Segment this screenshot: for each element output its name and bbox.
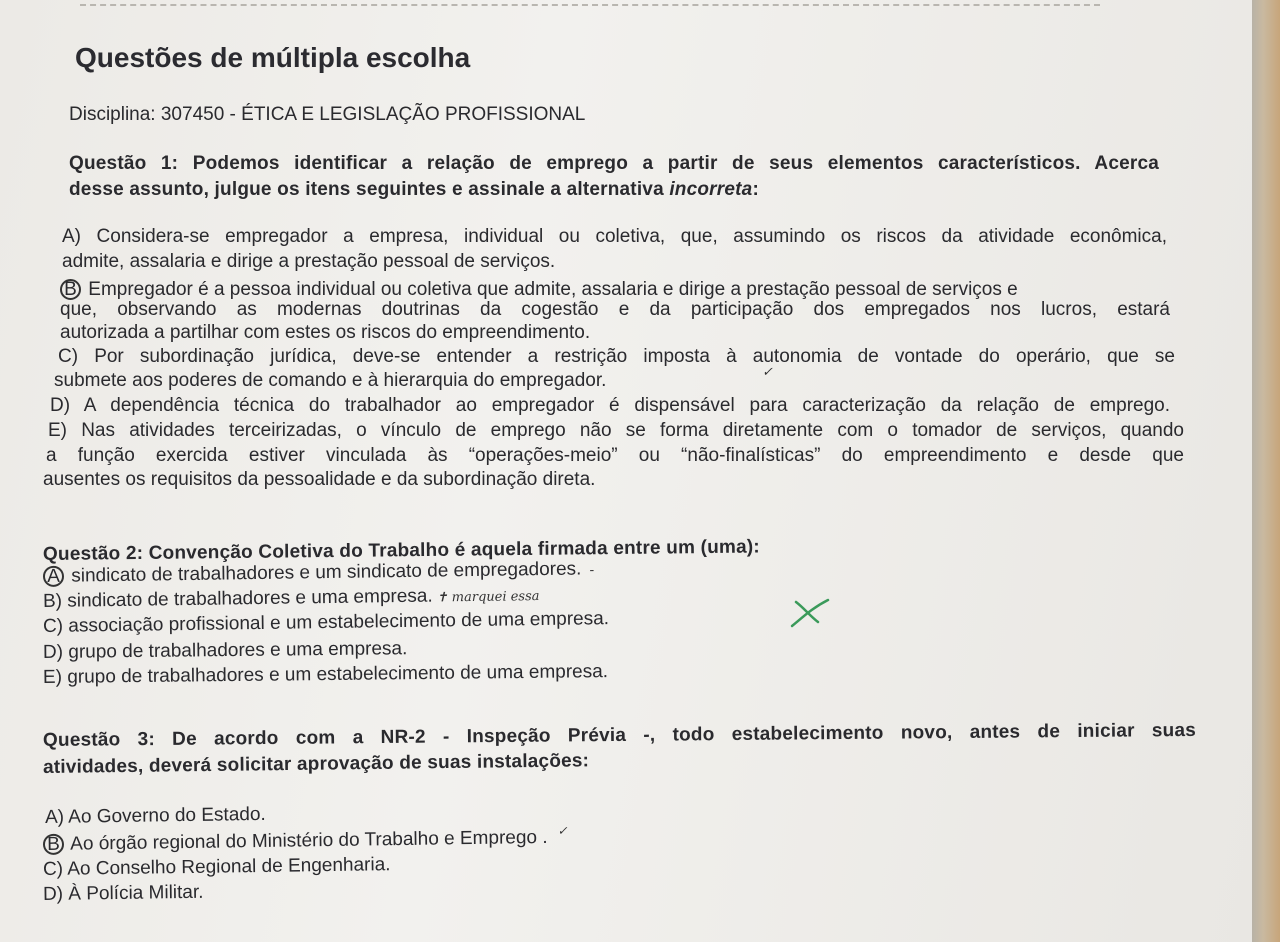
q1-option-d: D) A dependência técnica do trabalhador ao empregador é dispensável para caracterização da relação de emprego.	[50, 395, 1170, 416]
q2-selected-circle: A	[43, 566, 64, 587]
q3-option-b	[43, 823, 568, 855]
question-2-stem: Questão 2: Convenção Coletiva do Trabalho é aquela firmada entre um (uma):	[42, 536, 760, 565]
wrong-x-mark	[788, 596, 832, 630]
question-1-stem-cont	[69, 180, 759, 199]
discipline-line: Disciplina: 307450 - ÉTICA E LEGISLAÇÃO PROFISSIONAL	[69, 104, 586, 125]
q1-stem-emphasis: incorreta	[669, 179, 753, 200]
handwritten-note: ✝ marquei essa	[436, 589, 540, 606]
q1-stem-colon: :	[752, 179, 759, 200]
q2-option-d: D) grupo de trabalhadores e uma empresa.	[42, 638, 408, 663]
q1-option-a: A) Considera-se empregador a empresa, individual ou coletiva, que, assumindo os riscos da atividade econômica,	[62, 226, 1167, 247]
q1-selected-circle: B	[60, 279, 81, 300]
q2-option-c: C) associação profissional e um estabelecimento de uma empresa.	[42, 608, 610, 637]
q1-stem-text: desse assunto, julgue os itens seguintes e assinale a alternativa	[69, 179, 670, 200]
q1-option-b-cont: que, observando as modernas doutrinas da cogestão e da participação dos empregados nos lucros, estará	[60, 299, 1170, 320]
q1-option-c-cont: submete aos poderes de comando e à hierarquia do empregador.	[54, 370, 607, 391]
q1-option-e-cont2: ausentes os requisitos da pessoalidade e da subordinação direta.	[43, 469, 596, 490]
q1-option-b-text: Empregador é a pessoa individual ou coletiva que admite, assalaria e dirige a prestação pessoal de serviços e	[83, 279, 1018, 300]
perforation-line	[80, 4, 1100, 6]
q2-option-a-text: sindicato de trabalhadores e um sindicato de empregadores.	[65, 558, 582, 587]
dash-annotation: -	[589, 562, 595, 579]
desk-edge	[1252, 0, 1280, 942]
q1-option-a-cont: admite, assalaria e dirige a prestação pessoal de serviços.	[62, 251, 556, 272]
q1-option-e-cont: a função exercida estiver vinculada às “operações-meio” ou “não-finalísticas” do empreendimento e desde que	[46, 445, 1184, 466]
q2-option-e: E) grupo de trabalhadores e um estabelecimento de uma empresa.	[42, 661, 609, 688]
q1-option-e: E) Nas atividades terceirizadas, o vínculo de emprego não se forma diretamente com o tomador de serviços, quando	[48, 420, 1184, 441]
question-1-stem: Questão 1: Podemos identificar a relação de emprego a partir de seus elementos característicos. Acerca	[69, 153, 1159, 174]
q1-option-b-cont2: autorizada a partilhar com estes os riscos do empreendimento.	[60, 322, 591, 343]
q3-option-b-text: Ao órgão regional do Ministério do Trabalho e Emprego .	[65, 826, 548, 855]
q1-option-c: C) Por subordinação jurídica, deve-se entender a restrição imposta à autonomia de vontade do operário, que se	[58, 346, 1175, 367]
q3-option-a: A) Ao Governo do Estado.	[44, 803, 266, 828]
page-title: Questões de múltipla escolha	[75, 42, 471, 73]
check-mark-q3: ✓	[557, 823, 568, 838]
q3-selected-circle: B	[43, 834, 64, 855]
check-mark-q1: ✓	[762, 365, 773, 380]
q3-option-d: D) À Polícia Militar.	[42, 881, 204, 905]
question-3-stem-cont: atividades, deverá solicitar aprovação de suas instalações:	[42, 750, 590, 778]
question-3-stem: Questão 3: De acordo com a NR-2 - Inspeção Prévia -, todo estabelecimento novo, antes de iniciar suas	[42, 719, 1197, 751]
q3-option-c: C) Ao Conselho Regional de Engenharia.	[42, 854, 391, 880]
q1-option-b	[60, 279, 1170, 300]
q2-option-b	[42, 585, 540, 612]
q2-option-b-text: B) sindicato de trabalhadores e uma empresa.	[42, 585, 433, 612]
